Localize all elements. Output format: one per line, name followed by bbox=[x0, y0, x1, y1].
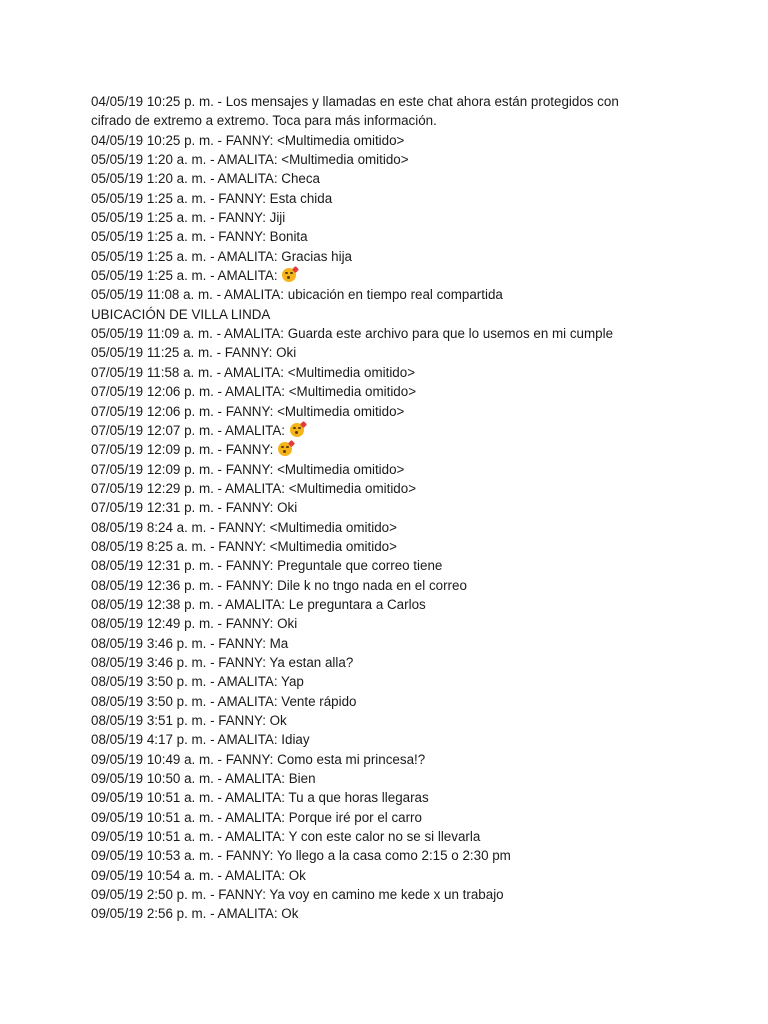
chat-line-text: 09/05/19 10:51 a. m. - AMALITA: Porque iré por el carro bbox=[91, 809, 422, 825]
chat-line-text: 09/05/19 10:51 a. m. - AMALITA: Y con este calor no se si llevarla bbox=[91, 829, 481, 845]
chat-line-text: 05/05/19 1:20 a. m. - AMALITA: Checa bbox=[91, 171, 320, 187]
chat-line bbox=[91, 440, 691, 459]
chat-line bbox=[91, 808, 691, 827]
chat-line bbox=[91, 305, 691, 324]
chat-line bbox=[91, 634, 691, 653]
chat-line-text: 07/05/19 11:58 a. m. - AMALITA: <Multimedia omitido> bbox=[91, 364, 416, 380]
chat-line bbox=[91, 227, 691, 246]
chat-line-text: 07/05/19 12:31 p. m. - FANNY: Oki bbox=[91, 500, 298, 516]
chat-line bbox=[91, 614, 691, 633]
chat-line-text: 09/05/19 10:51 a. m. - AMALITA: Tu a que horas llegaras bbox=[91, 790, 429, 806]
chat-line bbox=[91, 343, 691, 362]
kissing-face-with-heart-icon bbox=[290, 423, 304, 437]
chat-line bbox=[91, 846, 691, 865]
chat-line bbox=[91, 131, 691, 150]
chat-line bbox=[91, 285, 691, 304]
chat-line bbox=[91, 518, 691, 537]
chat-line-text: 08/05/19 8:24 a. m. - FANNY: <Multimedia omitido> bbox=[91, 519, 397, 535]
chat-line-text: 07/05/19 12:09 p. m. - FANNY: <Multimedia omitido> bbox=[91, 461, 405, 477]
chat-line bbox=[91, 169, 691, 188]
chat-line bbox=[91, 711, 691, 730]
chat-line-text: 07/05/19 12:06 p. m. - AMALITA: <Multimedia omitido> bbox=[91, 384, 417, 400]
chat-line-text: 05/05/19 1:25 a. m. - FANNY: Jiji bbox=[91, 210, 286, 226]
kissing-face-with-heart-icon bbox=[278, 442, 292, 456]
chat-line-text: 05/05/19 11:09 a. m. - AMALITA: Guarda este archivo para que lo usemos en mi cumple bbox=[91, 326, 614, 342]
chat-line bbox=[91, 421, 691, 440]
chat-line bbox=[91, 363, 691, 382]
chat-line bbox=[91, 382, 691, 401]
chat-line-text: 08/05/19 12:38 p. m. - AMALITA: Le preguntara a Carlos bbox=[91, 596, 426, 612]
chat-line-text: 05/05/19 1:25 a. m. - FANNY: Esta chida bbox=[91, 190, 333, 206]
chat-line-text: 05/05/19 1:25 a. m. - AMALITA: Gracias hija bbox=[91, 248, 352, 264]
chat-line-text: 04/05/19 10:25 p. m. - Los mensajes y llamadas en este chat ahora están protegidos con bbox=[91, 94, 619, 109]
chat-line bbox=[91, 769, 691, 788]
chat-line-text: 09/05/19 2:56 p. m. - AMALITA: Ok bbox=[91, 906, 299, 922]
chat-line-text: UBICACIÓN DE VILLA LINDA bbox=[91, 306, 271, 322]
chat-line bbox=[91, 653, 691, 672]
chat-line-text: 08/05/19 12:36 p. m. - FANNY: Dile k no tngo nada en el correo bbox=[91, 577, 467, 593]
chat-line bbox=[91, 460, 691, 479]
chat-line-text: cifrado de extremo a extremo. Toca para más información. bbox=[91, 113, 437, 129]
chat-line-text: 08/05/19 12:49 p. m. - FANNY: Oki bbox=[91, 616, 298, 632]
chat-line-text: 08/05/19 3:46 p. m. - FANNY: Ya estan alla? bbox=[91, 654, 354, 670]
chat-line-text: 09/05/19 10:54 a. m. - AMALITA: Ok bbox=[91, 867, 306, 883]
chat-line-text: 08/05/19 3:46 p. m. - FANNY: Ma bbox=[91, 635, 289, 651]
chat-line-text: 04/05/19 10:25 p. m. - FANNY: <Multimedia omitido> bbox=[91, 132, 405, 148]
kissing-face-with-heart-icon bbox=[282, 268, 296, 282]
chat-line-text: 07/05/19 12:29 p. m. - AMALITA: <Multimedia omitido> bbox=[91, 480, 417, 496]
chat-line bbox=[91, 866, 691, 885]
chat-line bbox=[91, 885, 691, 904]
chat-line-text: 05/05/19 11:25 a. m. - FANNY: Oki bbox=[91, 345, 297, 361]
chat-line-text: 05/05/19 1:20 a. m. - AMALITA: <Multimedia omitido> bbox=[91, 152, 409, 168]
chat-log bbox=[91, 92, 691, 924]
chat-line bbox=[91, 266, 691, 285]
chat-line-text: 08/05/19 4:17 p. m. - AMALITA: Idiay bbox=[91, 732, 310, 748]
chat-line-text: 05/05/19 11:08 a. m. - AMALITA: ubicación en tiempo real compartida bbox=[91, 287, 503, 303]
chat-line-text: 05/05/19 1:25 a. m. - AMALITA: bbox=[91, 268, 278, 284]
chat-line-text: 07/05/19 12:06 p. m. - FANNY: <Multimedia omitido> bbox=[91, 403, 405, 419]
chat-line-text: 08/05/19 3:50 p. m. - AMALITA: Yap bbox=[91, 674, 304, 690]
chat-line bbox=[91, 402, 691, 421]
chat-line bbox=[91, 788, 691, 807]
chat-line bbox=[91, 92, 691, 111]
chat-line bbox=[91, 111, 691, 130]
chat-line bbox=[91, 150, 691, 169]
chat-line-text: 07/05/19 12:09 p. m. - FANNY: bbox=[91, 442, 274, 458]
chat-line-text: 09/05/19 10:53 a. m. - FANNY: Yo llego a la casa como 2:15 o 2:30 pm bbox=[91, 848, 511, 864]
chat-line bbox=[91, 556, 691, 575]
chat-line-text: 09/05/19 10:50 a. m. - AMALITA: Bien bbox=[91, 771, 316, 787]
chat-line bbox=[91, 479, 691, 498]
chat-line-text: 07/05/19 12:07 p. m. - AMALITA: bbox=[91, 422, 286, 438]
chat-line bbox=[91, 692, 691, 711]
chat-line bbox=[91, 576, 691, 595]
chat-line bbox=[91, 750, 691, 769]
chat-line-text: 08/05/19 3:51 p. m. - FANNY: Ok bbox=[91, 713, 287, 728]
chat-line bbox=[91, 595, 691, 614]
chat-line bbox=[91, 189, 691, 208]
chat-line-text: 08/05/19 8:25 a. m. - FANNY: <Multimedia omitido> bbox=[91, 538, 397, 554]
chat-line-text: 09/05/19 10:49 a. m. - FANNY: Como esta mi princesa!? bbox=[91, 751, 426, 767]
chat-line bbox=[91, 904, 691, 923]
chat-line bbox=[91, 498, 691, 517]
chat-line bbox=[91, 537, 691, 556]
chat-line-text: 08/05/19 3:50 p. m. - AMALITA: Vente rápido bbox=[91, 693, 357, 709]
chat-line bbox=[91, 730, 691, 749]
chat-line bbox=[91, 208, 691, 227]
chat-line-text: 05/05/19 1:25 a. m. - FANNY: Bonita bbox=[91, 229, 308, 245]
chat-line bbox=[91, 247, 691, 266]
chat-line bbox=[91, 672, 691, 691]
chat-line bbox=[91, 324, 691, 343]
chat-line-text: 08/05/19 12:31 p. m. - FANNY: Preguntale que correo tiene bbox=[91, 558, 443, 574]
chat-line-text: 09/05/19 2:50 p. m. - FANNY: Ya voy en camino me kede x un trabajo bbox=[91, 887, 504, 903]
chat-line bbox=[91, 827, 691, 846]
